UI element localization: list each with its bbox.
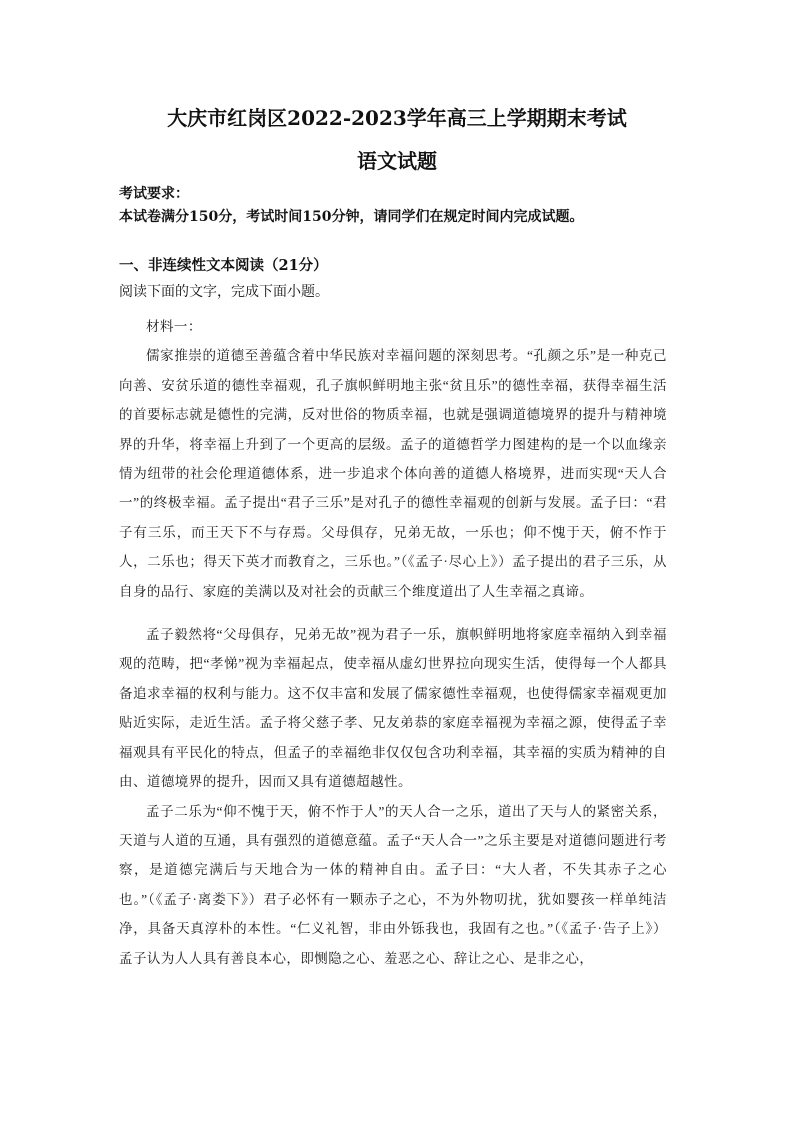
exam-title: 大庆市红岗区2022-2023学年高三上学期期末考试	[167, 106, 627, 130]
reading-instruction: 阅读下面的文字，完成下面小题。	[119, 284, 329, 300]
material-label: 材料一：	[146, 319, 202, 334]
exam-subtitle: 语文试题	[357, 149, 437, 173]
section-heading: 一、非连续性文本阅读（21分）	[119, 257, 328, 274]
passage-paragraph-2: 孟子毅然将“父母俱存，兄弟无故”视为君子一乐，旗帜鲜明地将家庭幸福纳入到幸福观的范畴，把“孝悌”视为幸福起点，使幸福从虚幻世界拉向现实生活，使得每一个人都具备追求幸福的权利与能力。这不仅丰富和发展了儒家德性幸福观，也使得儒家幸福观更加贴近实际，走近生活。孟子将父慈子孝、兄友弟恭的家庭幸福视为幸福之源，使得孟子幸福观具有平民化的特点，但孟子的幸福绝非仅仅包含功利幸福，其幸福的实质为精神的自由、道德境界的提升，因而又具有道德超越性。	[119, 627, 667, 790]
requirements-label: 考试要求：	[119, 186, 189, 202]
passage-paragraph-3: 孟子二乐为“仰不愧于天，俯不怍于人”的天人合一之乐，道出了天与人的紧密关系，天道与人道的互通，具有强烈的道德意蕴。孟子“天人合一”之乐主要是对道德问题进行考察，是道德完满后与天地合为一体的精神自由。孟子曰：“大人者，不失其赤子之心也。”（《孟子·离娄下》）君子必怀有一颗赤子之心，不为外物叨扰，犹如婴孩一样单纯洁净，具备天真淳朴的本性。“仁义礼智，非由外铄我也，我固有之也。”（《孟子·告子上》）孟子认为人人具有善良本心，即恻隐之心、羞恶之心、辞让之心、是非之心，	[119, 803, 667, 966]
passage-paragraph-1: 儒家推崇的道德至善蕴含着中华民族对幸福问题的深刻思考。“孔颜之乐”是一种克己向善、安贫乐道的德性幸福观，孔子旗帜鲜明地主张“贫且乐”的德性幸福，获得幸福生活的首要标志就是德性的完满，反对世俗的物质幸福，也就是强调道德境界的提升与精神境界的升华，将幸福上升到了一个更高的层级。孟子的道德哲学力图建构的是一个以血缘亲情为纽带的社会伦理道德体系，进一步追求个体向善的道德人格境界，进而实现“天人合一”的终极幸福。孟子提出“君子三乐”是对孔子的德性幸福观的创新与发展。孟子曰：“君子有三乐，而王天下不与存焉。父母俱存，兄弟无故，一乐也；仰不愧于天，俯不怍于人，二乐也；得天下英才而教育之，三乐也。”（《孟子·尽心上》）孟子提出的君子三乐，从自身的品行、家庭的美满以及对社会的贡献三个维度道出了人生幸福之真谛。	[119, 348, 667, 599]
requirements-text: 本试卷满分150分，考试时间150分钟，请同学们在规定时间内完成试题。	[119, 209, 584, 225]
reading-passage	[119, 312, 667, 973]
